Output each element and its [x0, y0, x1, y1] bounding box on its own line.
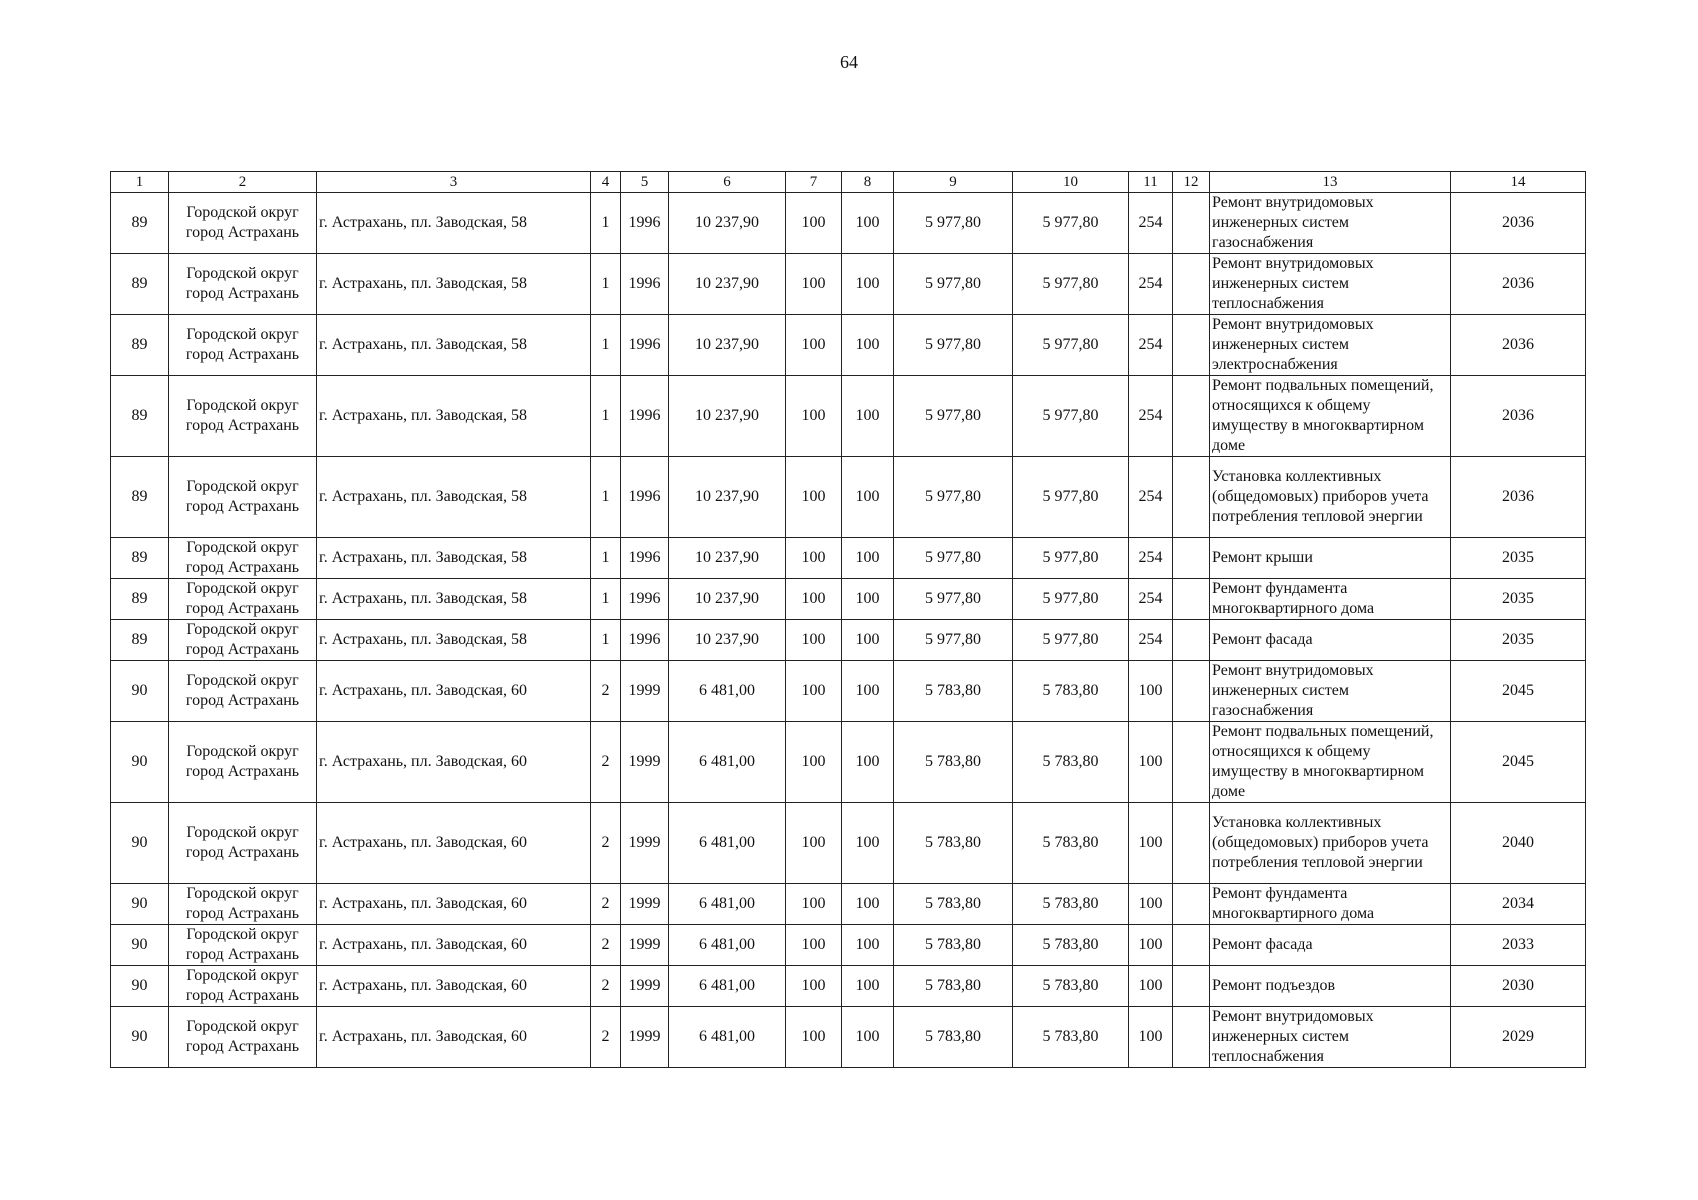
col-10-cell: 5 783,80: [1013, 661, 1129, 722]
col-7-cell: 100: [786, 254, 842, 315]
col-12-cell: [1173, 315, 1210, 376]
col-6-cell: 10 237,90: [669, 315, 786, 376]
municipality-cell: Городской округ город Астрахань: [169, 722, 317, 803]
col-10-cell: 5 783,80: [1013, 722, 1129, 803]
col-6-cell: 6 481,00: [669, 803, 786, 884]
work-type-cell: Установка коллективных (общедомовых) приборов учета потребления тепловой энергии: [1210, 803, 1451, 884]
column-number: 8: [842, 172, 894, 193]
col-9-cell: 5 783,80: [894, 722, 1013, 803]
municipality-cell: Городской округ город Астрахань: [169, 457, 317, 538]
table-row: [111, 579, 1586, 620]
col-12-cell: [1173, 254, 1210, 315]
col-8-cell: 100: [842, 376, 894, 457]
column-number: 12: [1173, 172, 1210, 193]
table-body: [111, 193, 1586, 1068]
planned-year-cell: 2033: [1451, 925, 1586, 966]
col-7-cell: 100: [786, 620, 842, 661]
col-12-cell: [1173, 538, 1210, 579]
year-built-cell: 1999: [621, 661, 669, 722]
planned-year-cell: 2036: [1451, 315, 1586, 376]
col-9-cell: 5 783,80: [894, 884, 1013, 925]
municipality-cell: Городской округ город Астрахань: [169, 1007, 317, 1068]
table-row: [111, 925, 1586, 966]
col-8-cell: 100: [842, 722, 894, 803]
address-cell: г. Астрахань, пл. Заводская, 58: [317, 315, 591, 376]
col-9-cell: 5 783,80: [894, 925, 1013, 966]
col-6-cell: 10 237,90: [669, 620, 786, 661]
col-6-cell: 10 237,90: [669, 457, 786, 538]
col-12-cell: [1173, 884, 1210, 925]
municipality-cell: Городской округ город Астрахань: [169, 620, 317, 661]
planned-year-cell: 2035: [1451, 620, 1586, 661]
column-number: 5: [621, 172, 669, 193]
col-6-cell: 6 481,00: [669, 1007, 786, 1068]
planned-year-cell: 2035: [1451, 579, 1586, 620]
capital-repair-table: [110, 171, 1586, 1068]
item-number-cell: 89: [111, 579, 169, 620]
col-9-cell: 5 783,80: [894, 966, 1013, 1007]
col-4-cell: 2: [591, 925, 621, 966]
col-10-cell: 5 783,80: [1013, 803, 1129, 884]
col-7-cell: 100: [786, 722, 842, 803]
planned-year-cell: 2045: [1451, 722, 1586, 803]
col-12-cell: [1173, 661, 1210, 722]
col-9-cell: 5 977,80: [894, 538, 1013, 579]
col-6-cell: 6 481,00: [669, 925, 786, 966]
col-4-cell: 2: [591, 722, 621, 803]
year-built-cell: 1999: [621, 925, 669, 966]
col-9-cell: 5 977,80: [894, 254, 1013, 315]
work-type-cell: Ремонт фасада: [1210, 925, 1451, 966]
col-8-cell: 100: [842, 315, 894, 376]
table-row: [111, 193, 1586, 254]
col-10-cell: 5 977,80: [1013, 376, 1129, 457]
year-built-cell: 1996: [621, 376, 669, 457]
col-10-cell: 5 977,80: [1013, 620, 1129, 661]
col-11-cell: 100: [1129, 884, 1173, 925]
col-10-cell: 5 783,80: [1013, 1007, 1129, 1068]
table-row: [111, 1007, 1586, 1068]
column-number-row: [111, 172, 1586, 193]
column-number: 1: [111, 172, 169, 193]
col-9-cell: 5 783,80: [894, 1007, 1013, 1068]
year-built-cell: 1999: [621, 1007, 669, 1068]
col-11-cell: 254: [1129, 315, 1173, 376]
col-12-cell: [1173, 803, 1210, 884]
col-8-cell: 100: [842, 254, 894, 315]
item-number-cell: 89: [111, 254, 169, 315]
municipality-cell: Городской округ город Астрахань: [169, 966, 317, 1007]
col-12-cell: [1173, 579, 1210, 620]
work-type-cell: Ремонт внутридомовых инженерных систем электроснабжения: [1210, 315, 1451, 376]
col-11-cell: 254: [1129, 620, 1173, 661]
column-number: 11: [1129, 172, 1173, 193]
col-4-cell: 2: [591, 1007, 621, 1068]
municipality-cell: Городской округ город Астрахань: [169, 538, 317, 579]
col-7-cell: 100: [786, 579, 842, 620]
col-10-cell: 5 783,80: [1013, 925, 1129, 966]
col-4-cell: 1: [591, 376, 621, 457]
item-number-cell: 90: [111, 925, 169, 966]
col-9-cell: 5 783,80: [894, 803, 1013, 884]
col-8-cell: 100: [842, 457, 894, 538]
year-built-cell: 1996: [621, 538, 669, 579]
column-number: 9: [894, 172, 1013, 193]
column-number: 10: [1013, 172, 1129, 193]
col-4-cell: 1: [591, 193, 621, 254]
item-number-cell: 90: [111, 661, 169, 722]
col-11-cell: 100: [1129, 722, 1173, 803]
col-8-cell: 100: [842, 620, 894, 661]
work-type-cell: Ремонт подвальных помещений, относящихся к общему имуществу в многоквартирном доме: [1210, 722, 1451, 803]
col-4-cell: 2: [591, 884, 621, 925]
year-built-cell: 1999: [621, 803, 669, 884]
col-10-cell: 5 783,80: [1013, 966, 1129, 1007]
col-10-cell: 5 783,80: [1013, 884, 1129, 925]
address-cell: г. Астрахань, пл. Заводская, 58: [317, 457, 591, 538]
address-cell: г. Астрахань, пл. Заводская, 58: [317, 254, 591, 315]
col-4-cell: 1: [591, 315, 621, 376]
col-11-cell: 100: [1129, 966, 1173, 1007]
table-row: [111, 538, 1586, 579]
work-type-cell: Ремонт фундамента многоквартирного дома: [1210, 884, 1451, 925]
year-built-cell: 1996: [621, 193, 669, 254]
column-number: 6: [669, 172, 786, 193]
address-cell: г. Астрахань, пл. Заводская, 60: [317, 722, 591, 803]
planned-year-cell: 2036: [1451, 193, 1586, 254]
col-7-cell: 100: [786, 376, 842, 457]
col-11-cell: 254: [1129, 579, 1173, 620]
col-7-cell: 100: [786, 966, 842, 1007]
col-6-cell: 10 237,90: [669, 376, 786, 457]
address-cell: г. Астрахань, пл. Заводская, 58: [317, 376, 591, 457]
col-9-cell: 5 977,80: [894, 193, 1013, 254]
col-12-cell: [1173, 376, 1210, 457]
col-8-cell: 100: [842, 884, 894, 925]
table-row: [111, 803, 1586, 884]
column-number: 3: [317, 172, 591, 193]
col-11-cell: 100: [1129, 661, 1173, 722]
col-8-cell: 100: [842, 579, 894, 620]
col-11-cell: 254: [1129, 538, 1173, 579]
year-built-cell: 1996: [621, 620, 669, 661]
col-8-cell: 100: [842, 966, 894, 1007]
work-type-cell: Ремонт внутридомовых инженерных систем газоснабжения: [1210, 193, 1451, 254]
item-number-cell: 89: [111, 457, 169, 538]
planned-year-cell: 2045: [1451, 661, 1586, 722]
col-9-cell: 5 977,80: [894, 315, 1013, 376]
work-type-cell: Ремонт крыши: [1210, 538, 1451, 579]
col-9-cell: 5 977,80: [894, 457, 1013, 538]
year-built-cell: 1999: [621, 884, 669, 925]
col-12-cell: [1173, 925, 1210, 966]
column-number: 14: [1451, 172, 1586, 193]
col-11-cell: 100: [1129, 803, 1173, 884]
col-7-cell: 100: [786, 925, 842, 966]
municipality-cell: Городской округ город Астрахань: [169, 315, 317, 376]
col-11-cell: 100: [1129, 1007, 1173, 1068]
table-row: [111, 620, 1586, 661]
col-8-cell: 100: [842, 661, 894, 722]
col-11-cell: 254: [1129, 376, 1173, 457]
col-12-cell: [1173, 193, 1210, 254]
municipality-cell: Городской округ город Астрахань: [169, 803, 317, 884]
col-7-cell: 100: [786, 803, 842, 884]
column-number: 4: [591, 172, 621, 193]
col-7-cell: 100: [786, 315, 842, 376]
item-number-cell: 89: [111, 193, 169, 254]
item-number-cell: 90: [111, 966, 169, 1007]
item-number-cell: 90: [111, 803, 169, 884]
address-cell: г. Астрахань, пл. Заводская, 58: [317, 193, 591, 254]
year-built-cell: 1996: [621, 579, 669, 620]
col-8-cell: 100: [842, 538, 894, 579]
col-4-cell: 1: [591, 457, 621, 538]
col-11-cell: 254: [1129, 193, 1173, 254]
col-10-cell: 5 977,80: [1013, 457, 1129, 538]
table-row: [111, 884, 1586, 925]
column-number: 7: [786, 172, 842, 193]
col-10-cell: 5 977,80: [1013, 538, 1129, 579]
year-built-cell: 1996: [621, 254, 669, 315]
table-row: [111, 457, 1586, 538]
year-built-cell: 1999: [621, 722, 669, 803]
work-type-cell: Ремонт внутридомовых инженерных систем теплоснабжения: [1210, 254, 1451, 315]
col-7-cell: 100: [786, 193, 842, 254]
col-7-cell: 100: [786, 661, 842, 722]
item-number-cell: 89: [111, 620, 169, 661]
col-4-cell: 2: [591, 966, 621, 1007]
work-type-cell: Ремонт внутридомовых инженерных систем теплоснабжения: [1210, 1007, 1451, 1068]
address-cell: г. Астрахань, пл. Заводская, 60: [317, 966, 591, 1007]
table-row: [111, 376, 1586, 457]
col-4-cell: 2: [591, 661, 621, 722]
col-7-cell: 100: [786, 538, 842, 579]
col-6-cell: 6 481,00: [669, 966, 786, 1007]
work-type-cell: Ремонт фундамента многоквартирного дома: [1210, 579, 1451, 620]
col-8-cell: 100: [842, 925, 894, 966]
col-4-cell: 1: [591, 254, 621, 315]
col-8-cell: 100: [842, 803, 894, 884]
col-11-cell: 254: [1129, 457, 1173, 538]
work-type-cell: Ремонт подъездов: [1210, 966, 1451, 1007]
item-number-cell: 90: [111, 1007, 169, 1068]
col-6-cell: 10 237,90: [669, 254, 786, 315]
table-row: [111, 661, 1586, 722]
work-type-cell: Установка коллективных (общедомовых) приборов учета потребления тепловой энергии: [1210, 457, 1451, 538]
page-number: 64: [840, 52, 858, 72]
planned-year-cell: 2036: [1451, 376, 1586, 457]
col-9-cell: 5 977,80: [894, 579, 1013, 620]
col-11-cell: 254: [1129, 254, 1173, 315]
work-type-cell: Ремонт фасада: [1210, 620, 1451, 661]
municipality-cell: Городской округ город Астрахань: [169, 579, 317, 620]
year-built-cell: 1996: [621, 315, 669, 376]
address-cell: г. Астрахань, пл. Заводская, 58: [317, 579, 591, 620]
col-7-cell: 100: [786, 457, 842, 538]
column-number: 2: [169, 172, 317, 193]
col-4-cell: 1: [591, 620, 621, 661]
col-12-cell: [1173, 1007, 1210, 1068]
col-6-cell: 10 237,90: [669, 579, 786, 620]
table-row: [111, 254, 1586, 315]
col-6-cell: 6 481,00: [669, 722, 786, 803]
municipality-cell: Городской округ город Астрахань: [169, 884, 317, 925]
col-7-cell: 100: [786, 1007, 842, 1068]
planned-year-cell: 2036: [1451, 457, 1586, 538]
col-10-cell: 5 977,80: [1013, 315, 1129, 376]
col-9-cell: 5 783,80: [894, 661, 1013, 722]
planned-year-cell: 2034: [1451, 884, 1586, 925]
municipality-cell: Городской округ город Астрахань: [169, 254, 317, 315]
address-cell: г. Астрахань, пл. Заводская, 58: [317, 620, 591, 661]
address-cell: г. Астрахань, пл. Заводская, 60: [317, 925, 591, 966]
table-row: [111, 315, 1586, 376]
col-6-cell: 10 237,90: [669, 538, 786, 579]
col-12-cell: [1173, 966, 1210, 1007]
address-cell: г. Астрахань, пл. Заводская, 60: [317, 884, 591, 925]
col-10-cell: 5 977,80: [1013, 193, 1129, 254]
work-type-cell: Ремонт внутридомовых инженерных систем газоснабжения: [1210, 661, 1451, 722]
item-number-cell: 89: [111, 376, 169, 457]
planned-year-cell: 2029: [1451, 1007, 1586, 1068]
col-6-cell: 6 481,00: [669, 661, 786, 722]
col-6-cell: 10 237,90: [669, 193, 786, 254]
address-cell: г. Астрахань, пл. Заводская, 60: [317, 661, 591, 722]
planned-year-cell: 2040: [1451, 803, 1586, 884]
col-12-cell: [1173, 620, 1210, 661]
municipality-cell: Городской округ город Астрахань: [169, 925, 317, 966]
table-row: [111, 722, 1586, 803]
col-10-cell: 5 977,80: [1013, 579, 1129, 620]
col-6-cell: 6 481,00: [669, 884, 786, 925]
municipality-cell: Городской округ город Астрахань: [169, 661, 317, 722]
column-number: 13: [1210, 172, 1451, 193]
col-4-cell: 2: [591, 803, 621, 884]
col-9-cell: 5 977,80: [894, 620, 1013, 661]
col-9-cell: 5 977,80: [894, 376, 1013, 457]
planned-year-cell: 2030: [1451, 966, 1586, 1007]
planned-year-cell: 2035: [1451, 538, 1586, 579]
col-10-cell: 5 977,80: [1013, 254, 1129, 315]
planned-year-cell: 2036: [1451, 254, 1586, 315]
col-8-cell: 100: [842, 1007, 894, 1068]
address-cell: г. Астрахань, пл. Заводская, 60: [317, 1007, 591, 1068]
col-11-cell: 100: [1129, 925, 1173, 966]
address-cell: г. Астрахань, пл. Заводская, 60: [317, 803, 591, 884]
item-number-cell: 89: [111, 315, 169, 376]
col-4-cell: 1: [591, 538, 621, 579]
col-12-cell: [1173, 457, 1210, 538]
address-cell: г. Астрахань, пл. Заводская, 58: [317, 538, 591, 579]
year-built-cell: 1996: [621, 457, 669, 538]
col-4-cell: 1: [591, 579, 621, 620]
col-12-cell: [1173, 722, 1210, 803]
col-8-cell: 100: [842, 193, 894, 254]
item-number-cell: 90: [111, 722, 169, 803]
municipality-cell: Городской округ город Астрахань: [169, 193, 317, 254]
table-row: [111, 966, 1586, 1007]
work-type-cell: Ремонт подвальных помещений, относящихся к общему имуществу в многоквартирном доме: [1210, 376, 1451, 457]
item-number-cell: 90: [111, 884, 169, 925]
item-number-cell: 89: [111, 538, 169, 579]
col-7-cell: 100: [786, 884, 842, 925]
municipality-cell: Городской округ город Астрахань: [169, 376, 317, 457]
year-built-cell: 1999: [621, 966, 669, 1007]
